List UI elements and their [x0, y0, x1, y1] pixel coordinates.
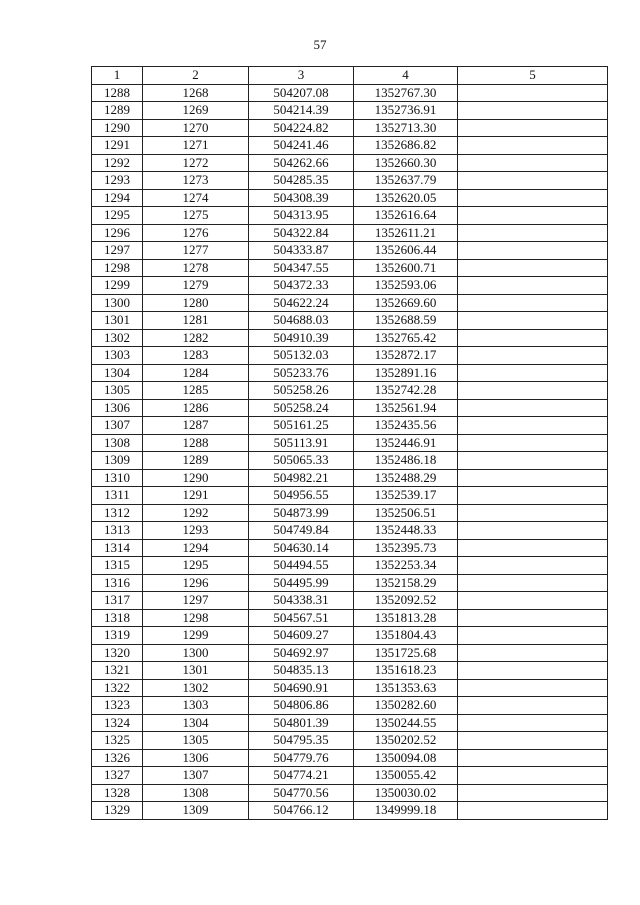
- table-cell-col-1: 1311: [92, 487, 143, 505]
- table-cell-col-3: 504622.24: [249, 294, 354, 312]
- table-cell-col-3: 504692.97: [249, 644, 354, 662]
- table-cell-col-5: [458, 697, 608, 715]
- table-cell-col-3: 504494.55: [249, 557, 354, 575]
- table-cell-col-4: 1352435.56: [354, 417, 458, 435]
- table-row: [92, 399, 608, 417]
- table-cell-col-1: 1327: [92, 767, 143, 785]
- table-cell-col-3: 504495.99: [249, 574, 354, 592]
- table-row: [92, 102, 608, 120]
- table-cell-col-5: [458, 102, 608, 120]
- table-cell-col-5: [458, 364, 608, 382]
- table-cell-col-5: [458, 277, 608, 295]
- table-cell-col-2: 1272: [143, 154, 249, 172]
- table-cell-col-2: 1281: [143, 312, 249, 330]
- table-row: [92, 224, 608, 242]
- table-cell-col-3: 504835.13: [249, 662, 354, 680]
- table-row: [92, 697, 608, 715]
- table-cell-col-2: 1298: [143, 609, 249, 627]
- table-cell-col-4: 1352092.52: [354, 592, 458, 610]
- table-cell-col-5: [458, 347, 608, 365]
- table-row: [92, 242, 608, 260]
- table-row: [92, 767, 608, 785]
- table-cell-col-1: 1306: [92, 399, 143, 417]
- table-cell-col-4: 1351353.63: [354, 679, 458, 697]
- table-cell-col-1: 1314: [92, 539, 143, 557]
- table-row: [92, 207, 608, 225]
- table-cell-col-1: 1328: [92, 784, 143, 802]
- table-cell-col-3: 504770.56: [249, 784, 354, 802]
- table-cell-col-4: 1351813.28: [354, 609, 458, 627]
- table-cell-col-1: 1312: [92, 504, 143, 522]
- table-cell-col-3: 505132.03: [249, 347, 354, 365]
- table-cell-col-4: 1352637.79: [354, 172, 458, 190]
- table-cell-col-4: 1352713.30: [354, 119, 458, 137]
- table-cell-col-2: 1306: [143, 749, 249, 767]
- table-cell-col-2: 1269: [143, 102, 249, 120]
- table-cell-col-3: 505113.91: [249, 434, 354, 452]
- table-cell-col-2: 1292: [143, 504, 249, 522]
- table-cell-col-1: 1291: [92, 137, 143, 155]
- table-cell-col-3: 505233.76: [249, 364, 354, 382]
- table-cell-col-3: 504214.39: [249, 102, 354, 120]
- table-cell-col-1: 1309: [92, 452, 143, 470]
- table-cell-col-5: [458, 399, 608, 417]
- table-body: [92, 84, 608, 819]
- table-row: [92, 119, 608, 137]
- table-cell-col-1: 1290: [92, 119, 143, 137]
- table-cell-col-5: [458, 119, 608, 137]
- table-cell-col-1: 1307: [92, 417, 143, 435]
- table-cell-col-3: 504262.66: [249, 154, 354, 172]
- table-cell-col-5: [458, 224, 608, 242]
- table-cell-col-4: 1349999.18: [354, 802, 458, 820]
- table-cell-col-4: 1352611.21: [354, 224, 458, 242]
- table-row: [92, 364, 608, 382]
- table-row: [92, 452, 608, 470]
- table-cell-col-2: 1271: [143, 137, 249, 155]
- table-cell-col-3: 504779.76: [249, 749, 354, 767]
- table-cell-col-1: 1317: [92, 592, 143, 610]
- table-row: [92, 592, 608, 610]
- table-cell-col-5: [458, 207, 608, 225]
- table-cell-col-2: 1294: [143, 539, 249, 557]
- table-cell-col-3: 504347.55: [249, 259, 354, 277]
- table-cell-col-3: 504308.39: [249, 189, 354, 207]
- table-cell-col-2: 1273: [143, 172, 249, 190]
- table-row: [92, 154, 608, 172]
- table-cell-col-4: 1352446.91: [354, 434, 458, 452]
- table-cell-col-3: 504241.46: [249, 137, 354, 155]
- table-cell-col-4: 1351618.23: [354, 662, 458, 680]
- table-cell-col-4: 1352688.59: [354, 312, 458, 330]
- table-cell-col-1: 1321: [92, 662, 143, 680]
- table-cell-col-5: [458, 137, 608, 155]
- table-cell-col-2: 1301: [143, 662, 249, 680]
- table-cell-col-3: 504567.51: [249, 609, 354, 627]
- table-row: [92, 714, 608, 732]
- table-cell-col-2: 1305: [143, 732, 249, 750]
- table-cell-col-3: 505065.33: [249, 452, 354, 470]
- table-cell-col-1: 1303: [92, 347, 143, 365]
- table-cell-col-2: 1276: [143, 224, 249, 242]
- table-cell-col-2: 1270: [143, 119, 249, 137]
- table-row: [92, 434, 608, 452]
- table-cell-col-4: 1352506.51: [354, 504, 458, 522]
- table-cell-col-5: [458, 469, 608, 487]
- table-cell-col-5: [458, 522, 608, 540]
- table-row: [92, 539, 608, 557]
- table-cell-col-4: 1352158.29: [354, 574, 458, 592]
- table-cell-col-5: [458, 767, 608, 785]
- table-cell-col-5: [458, 329, 608, 347]
- table-cell-col-1: 1298: [92, 259, 143, 277]
- page-number: 57: [313, 37, 327, 52]
- table-cell-col-3: 504910.39: [249, 329, 354, 347]
- table-row: [92, 627, 608, 645]
- table-row: [92, 312, 608, 330]
- table-cell-col-4: 1350094.08: [354, 749, 458, 767]
- table-cell-col-5: [458, 539, 608, 557]
- table-cell-col-3: 504609.27: [249, 627, 354, 645]
- table-cell-col-1: 1322: [92, 679, 143, 697]
- table-row: [92, 802, 608, 820]
- table-row: [92, 84, 608, 102]
- table-cell-col-4: 1352593.06: [354, 277, 458, 295]
- table-cell-col-3: 504207.08: [249, 84, 354, 102]
- table-cell-col-1: 1320: [92, 644, 143, 662]
- table-cell-col-1: 1296: [92, 224, 143, 242]
- table-row: [92, 172, 608, 190]
- table-cell-col-4: 1352561.94: [354, 399, 458, 417]
- table-row: [92, 557, 608, 575]
- table-cell-col-1: 1316: [92, 574, 143, 592]
- table-cell-col-3: 504285.35: [249, 172, 354, 190]
- table-cell-col-1: 1297: [92, 242, 143, 260]
- table-cell-col-2: 1286: [143, 399, 249, 417]
- table-cell-col-5: [458, 749, 608, 767]
- table-cell-col-3: 504982.21: [249, 469, 354, 487]
- table-cell-col-5: [458, 84, 608, 102]
- table-cell-col-1: 1315: [92, 557, 143, 575]
- table-cell-col-4: 1352872.17: [354, 347, 458, 365]
- table-row: [92, 609, 608, 627]
- table-row: [92, 784, 608, 802]
- table-cell-col-4: 1352669.60: [354, 294, 458, 312]
- table-cell-col-1: 1318: [92, 609, 143, 627]
- table-cell-col-3: 504630.14: [249, 539, 354, 557]
- table-cell-col-2: 1289: [143, 452, 249, 470]
- table-row: [92, 679, 608, 697]
- table-cell-col-1: 1299: [92, 277, 143, 295]
- header-row: [92, 67, 608, 85]
- table-cell-col-5: [458, 644, 608, 662]
- table-cell-col-2: 1277: [143, 242, 249, 260]
- table-cell-col-1: 1305: [92, 382, 143, 400]
- table-cell-col-5: [458, 679, 608, 697]
- table-cell-col-5: [458, 732, 608, 750]
- table-cell-col-1: 1295: [92, 207, 143, 225]
- table-cell-col-5: [458, 487, 608, 505]
- table-cell-col-3: 504322.84: [249, 224, 354, 242]
- table-cell-col-2: 1268: [143, 84, 249, 102]
- table-cell-col-2: 1299: [143, 627, 249, 645]
- table-cell-col-3: 504873.99: [249, 504, 354, 522]
- table-cell-col-5: [458, 312, 608, 330]
- table-row: [92, 522, 608, 540]
- table-cell-col-3: 504749.84: [249, 522, 354, 540]
- table-cell-col-4: 1352742.28: [354, 382, 458, 400]
- table-cell-col-4: 1350030.02: [354, 784, 458, 802]
- table-cell-col-1: 1324: [92, 714, 143, 732]
- table-cell-col-1: 1326: [92, 749, 143, 767]
- table-cell-col-4: 1352736.91: [354, 102, 458, 120]
- table-row: [92, 137, 608, 155]
- table-cell-col-3: 505161.25: [249, 417, 354, 435]
- table-cell-col-5: [458, 242, 608, 260]
- table-row: [92, 487, 608, 505]
- table-cell-col-3: 504766.12: [249, 802, 354, 820]
- table-cell-col-5: [458, 452, 608, 470]
- table-cell-col-5: [458, 784, 608, 802]
- table-cell-col-2: 1284: [143, 364, 249, 382]
- table-row: [92, 662, 608, 680]
- table-cell-col-4: 1352606.44: [354, 242, 458, 260]
- table-cell-col-4: 1350202.52: [354, 732, 458, 750]
- column-header-2: 2: [143, 67, 249, 85]
- table-cell-col-1: 1294: [92, 189, 143, 207]
- table-row: [92, 382, 608, 400]
- table-row: [92, 189, 608, 207]
- table-row: [92, 294, 608, 312]
- table-cell-col-3: 505258.24: [249, 399, 354, 417]
- table-cell-col-3: 504806.86: [249, 697, 354, 715]
- table-row: [92, 574, 608, 592]
- table-cell-col-4: 1352660.30: [354, 154, 458, 172]
- column-header-1: 1: [92, 67, 143, 85]
- table-cell-col-5: [458, 627, 608, 645]
- table-row: [92, 644, 608, 662]
- table-cell-col-2: 1293: [143, 522, 249, 540]
- table-cell-col-4: 1352486.18: [354, 452, 458, 470]
- table-cell-col-2: 1279: [143, 277, 249, 295]
- table-row: [92, 749, 608, 767]
- table-cell-col-2: 1274: [143, 189, 249, 207]
- table-cell-col-5: [458, 154, 608, 172]
- coordinates-table: [91, 66, 608, 820]
- table-cell-col-2: 1302: [143, 679, 249, 697]
- table-cell-col-3: 504795.35: [249, 732, 354, 750]
- column-header-5: 5: [458, 67, 608, 85]
- table-cell-col-1: 1310: [92, 469, 143, 487]
- table-cell-col-2: 1304: [143, 714, 249, 732]
- table-cell-col-1: 1302: [92, 329, 143, 347]
- table-cell-col-2: 1295: [143, 557, 249, 575]
- table-cell-col-1: 1289: [92, 102, 143, 120]
- table-row: [92, 347, 608, 365]
- table-cell-col-4: 1352600.71: [354, 259, 458, 277]
- table-cell-col-5: [458, 294, 608, 312]
- table-cell-col-3: 504333.87: [249, 242, 354, 260]
- table-cell-col-1: 1323: [92, 697, 143, 715]
- table-cell-col-4: 1352767.30: [354, 84, 458, 102]
- table-cell-col-4: 1350055.42: [354, 767, 458, 785]
- table-cell-col-4: 1352891.16: [354, 364, 458, 382]
- table-cell-col-4: 1352765.42: [354, 329, 458, 347]
- table-cell-col-4: 1352395.73: [354, 539, 458, 557]
- table-cell-col-4: 1352253.34: [354, 557, 458, 575]
- table-cell-col-2: 1300: [143, 644, 249, 662]
- table-cell-col-5: [458, 189, 608, 207]
- table-cell-col-3: 505258.26: [249, 382, 354, 400]
- table-cell-col-2: 1297: [143, 592, 249, 610]
- table-cell-col-1: 1288: [92, 84, 143, 102]
- table-cell-col-4: 1352488.29: [354, 469, 458, 487]
- table-row: [92, 259, 608, 277]
- table-cell-col-1: 1304: [92, 364, 143, 382]
- table-cell-col-3: 504688.03: [249, 312, 354, 330]
- table-cell-col-2: 1287: [143, 417, 249, 435]
- table-row: [92, 732, 608, 750]
- table-cell-col-1: 1292: [92, 154, 143, 172]
- table-cell-col-1: 1308: [92, 434, 143, 452]
- table-cell-col-1: 1325: [92, 732, 143, 750]
- table-cell-col-4: 1351725.68: [354, 644, 458, 662]
- table-cell-col-4: 1352620.05: [354, 189, 458, 207]
- column-header-4: 4: [354, 67, 458, 85]
- table-cell-col-3: 504313.95: [249, 207, 354, 225]
- table-row: [92, 329, 608, 347]
- table-cell-col-2: 1308: [143, 784, 249, 802]
- table-cell-col-5: [458, 172, 608, 190]
- table-cell-col-1: 1301: [92, 312, 143, 330]
- table-cell-col-2: 1307: [143, 767, 249, 785]
- table-cell-col-5: [458, 382, 608, 400]
- table-cell-col-5: [458, 504, 608, 522]
- table-cell-col-2: 1283: [143, 347, 249, 365]
- table-row: [92, 504, 608, 522]
- table-cell-col-3: 504774.21: [249, 767, 354, 785]
- table-cell-col-2: 1275: [143, 207, 249, 225]
- table-row: [92, 277, 608, 295]
- table-cell-col-2: 1303: [143, 697, 249, 715]
- table-cell-col-5: [458, 574, 608, 592]
- table-cell-col-2: 1290: [143, 469, 249, 487]
- column-header-3: 3: [249, 67, 354, 85]
- table-cell-col-2: 1309: [143, 802, 249, 820]
- table-cell-col-2: 1285: [143, 382, 249, 400]
- table-row: [92, 417, 608, 435]
- table-cell-col-5: [458, 609, 608, 627]
- table-cell-col-3: 504224.82: [249, 119, 354, 137]
- table-cell-col-4: 1350244.55: [354, 714, 458, 732]
- table-cell-col-2: 1296: [143, 574, 249, 592]
- table-cell-col-1: 1313: [92, 522, 143, 540]
- table-cell-col-1: 1319: [92, 627, 143, 645]
- table-cell-col-5: [458, 259, 608, 277]
- table-cell-col-5: [458, 557, 608, 575]
- table-cell-col-1: 1300: [92, 294, 143, 312]
- table-cell-col-2: 1280: [143, 294, 249, 312]
- table-cell-col-2: 1288: [143, 434, 249, 452]
- table-cell-col-3: 504338.31: [249, 592, 354, 610]
- table-cell-col-5: [458, 417, 608, 435]
- table-cell-col-2: 1291: [143, 487, 249, 505]
- table-cell-col-4: 1352539.17: [354, 487, 458, 505]
- table-cell-col-4: 1351804.43: [354, 627, 458, 645]
- table-cell-col-4: 1350282.60: [354, 697, 458, 715]
- table-cell-col-3: 504956.55: [249, 487, 354, 505]
- table-row: [92, 469, 608, 487]
- table-cell-col-5: [458, 802, 608, 820]
- table-cell-col-5: [458, 592, 608, 610]
- table-cell-col-2: 1282: [143, 329, 249, 347]
- table-cell-col-3: 504690.91: [249, 679, 354, 697]
- table-cell-col-4: 1352616.64: [354, 207, 458, 225]
- table-cell-col-5: [458, 434, 608, 452]
- table-cell-col-5: [458, 714, 608, 732]
- table-cell-col-4: 1352686.82: [354, 137, 458, 155]
- table-cell-col-2: 1278: [143, 259, 249, 277]
- table-cell-col-5: [458, 662, 608, 680]
- table-cell-col-3: 504801.39: [249, 714, 354, 732]
- table-cell-col-3: 504372.33: [249, 277, 354, 295]
- table-cell-col-1: 1329: [92, 802, 143, 820]
- table-cell-col-1: 1293: [92, 172, 143, 190]
- table-cell-col-4: 1352448.33: [354, 522, 458, 540]
